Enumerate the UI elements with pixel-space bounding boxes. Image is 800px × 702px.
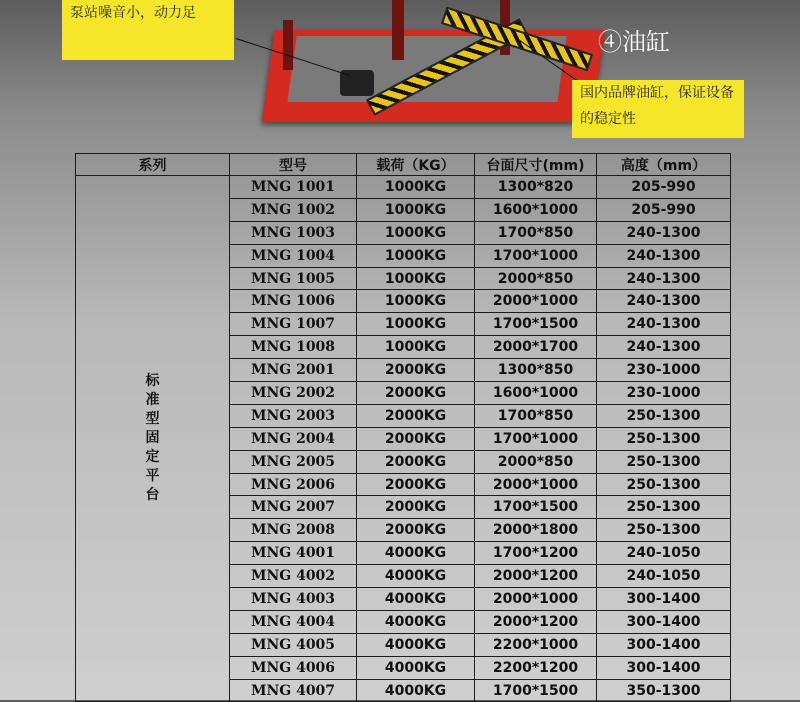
size-cell: 1600*1000 [475, 198, 597, 221]
load-cell: 1000KG [357, 313, 475, 336]
header-model: 型号 [230, 154, 357, 176]
load-cell: 1000KG [357, 267, 475, 290]
model-cell: MNG 1007 [230, 313, 357, 336]
size-cell: 2000*1200 [475, 565, 597, 588]
height-cell: 205-990 [597, 176, 731, 199]
height-cell: 250-1300 [597, 496, 731, 519]
load-cell: 2000KG [357, 359, 475, 382]
model-cell: MNG 1006 [230, 290, 357, 313]
model-cell: MNG 1001 [230, 176, 357, 199]
table-row [76, 176, 731, 199]
spec-table [75, 153, 731, 702]
load-cell: 4000KG [357, 633, 475, 656]
load-cell: 1000KG [357, 176, 475, 199]
height-cell: 350-1300 [597, 679, 731, 702]
load-cell: 4000KG [357, 542, 475, 565]
load-cell: 1000KG [357, 290, 475, 313]
size-cell: 2000*1800 [475, 519, 597, 542]
height-cell: 300-1400 [597, 610, 731, 633]
height-cell: 240-1050 [597, 565, 731, 588]
size-cell: 2000*850 [475, 450, 597, 473]
load-cell: 2000KG [357, 382, 475, 405]
height-cell: 300-1400 [597, 656, 731, 679]
size-cell: 2200*1000 [475, 633, 597, 656]
height-cell: 240-1300 [597, 290, 731, 313]
size-cell: 1300*850 [475, 359, 597, 382]
lift-post [392, 0, 404, 60]
model-cell: MNG 2001 [230, 359, 357, 382]
load-cell: 2000KG [357, 473, 475, 496]
load-cell: 1000KG [357, 198, 475, 221]
model-cell: MNG 2002 [230, 382, 357, 405]
header-series: 系列 [76, 154, 230, 176]
header-height: 高度（mm） [597, 154, 731, 176]
size-cell: 1600*1000 [475, 382, 597, 405]
size-cell: 1700*850 [475, 221, 597, 244]
load-cell: 2000KG [357, 519, 475, 542]
size-cell: 1700*1500 [475, 313, 597, 336]
height-cell: 250-1300 [597, 519, 731, 542]
height-cell: 240-1300 [597, 244, 731, 267]
model-cell: MNG 2006 [230, 473, 357, 496]
model-cell: MNG 1008 [230, 336, 357, 359]
size-cell: 1700*1500 [475, 496, 597, 519]
size-cell: 2000*1700 [475, 336, 597, 359]
load-cell: 1000KG [357, 336, 475, 359]
load-cell: 4000KG [357, 588, 475, 611]
model-cell: MNG 4006 [230, 656, 357, 679]
model-cell: MNG 2005 [230, 450, 357, 473]
height-cell: 240-1300 [597, 336, 731, 359]
height-cell: 205-990 [597, 198, 731, 221]
load-cell: 2000KG [357, 450, 475, 473]
load-cell: 2000KG [357, 496, 475, 519]
height-cell: 230-1000 [597, 359, 731, 382]
size-cell: 1700*850 [475, 404, 597, 427]
size-cell: 1700*1500 [475, 679, 597, 702]
height-cell: 300-1400 [597, 588, 731, 611]
height-cell: 230-1000 [597, 382, 731, 405]
size-cell: 1700*1200 [475, 542, 597, 565]
height-cell: 250-1300 [597, 427, 731, 450]
model-cell: MNG 4002 [230, 565, 357, 588]
load-cell: 1000KG [357, 244, 475, 267]
size-cell: 2000*1000 [475, 473, 597, 496]
model-cell: MNG 2008 [230, 519, 357, 542]
size-cell: 1300*820 [475, 176, 597, 199]
load-cell: 2000KG [357, 427, 475, 450]
series-cell [76, 176, 230, 702]
cylinder-callout: 国内品牌油缸，保证设备的稳定性 [572, 80, 744, 138]
height-cell: 250-1300 [597, 404, 731, 427]
model-cell: MNG 4007 [230, 679, 357, 702]
spec-table-body [76, 176, 731, 702]
size-cell: 2000*1000 [475, 588, 597, 611]
size-cell: 1700*1000 [475, 427, 597, 450]
load-cell: 4000KG [357, 656, 475, 679]
model-cell: MNG 1004 [230, 244, 357, 267]
height-cell: 250-1300 [597, 450, 731, 473]
height-cell: 240-1050 [597, 542, 731, 565]
lift-post [283, 20, 293, 70]
model-cell: MNG 1003 [230, 221, 357, 244]
load-cell: 1000KG [357, 221, 475, 244]
model-cell: MNG 4001 [230, 542, 357, 565]
size-cell: 2000*1000 [475, 290, 597, 313]
model-cell: MNG 4003 [230, 588, 357, 611]
height-cell: 240-1300 [597, 221, 731, 244]
load-cell: 2000KG [357, 404, 475, 427]
model-cell: MNG 1002 [230, 198, 357, 221]
load-cell: 4000KG [357, 565, 475, 588]
size-cell: 2000*850 [475, 267, 597, 290]
model-cell: MNG 2007 [230, 496, 357, 519]
model-cell: MNG 2003 [230, 404, 357, 427]
model-cell: MNG 1005 [230, 267, 357, 290]
load-cell: 4000KG [357, 610, 475, 633]
header-table-size: 台面尺寸(mm) [475, 154, 597, 176]
height-cell: 240-1300 [597, 267, 731, 290]
size-cell: 2000*1200 [475, 610, 597, 633]
height-cell: 300-1400 [597, 633, 731, 656]
series-label: 标准型固定平台 [145, 373, 160, 504]
cylinder-badge: ④油缸 [598, 28, 670, 56]
pump-callout: 泵站噪音小，动力足 [62, 0, 234, 60]
model-cell: MNG 4004 [230, 610, 357, 633]
header-load: 载荷（KG） [357, 154, 475, 176]
size-cell: 2200*1200 [475, 656, 597, 679]
height-cell: 250-1300 [597, 473, 731, 496]
model-cell: MNG 4005 [230, 633, 357, 656]
model-cell: MNG 2004 [230, 427, 357, 450]
load-cell: 4000KG [357, 679, 475, 702]
height-cell: 240-1300 [597, 313, 731, 336]
size-cell: 1700*1000 [475, 244, 597, 267]
table-header-row [76, 154, 731, 176]
